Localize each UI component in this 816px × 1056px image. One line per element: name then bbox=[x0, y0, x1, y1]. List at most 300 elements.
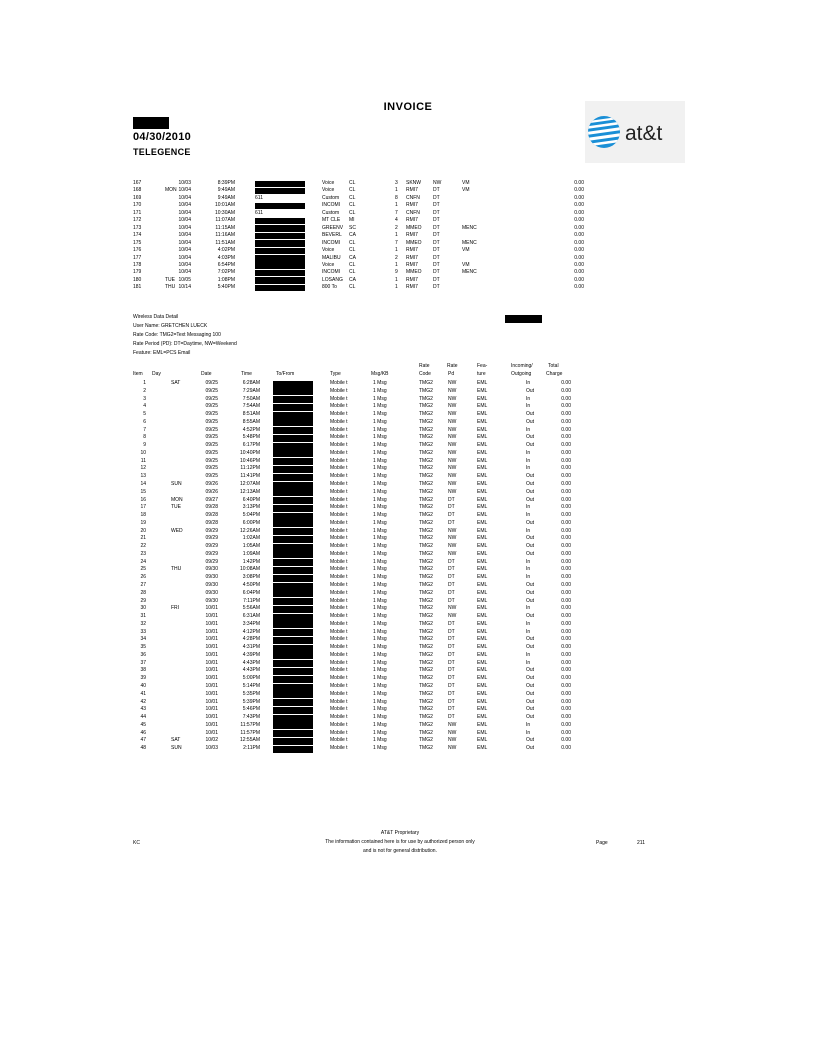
voice-day: TUE bbox=[165, 276, 175, 283]
redacted-number bbox=[255, 233, 305, 240]
voice-time: 7:02PM bbox=[217, 269, 235, 276]
data-date: 09/25 bbox=[205, 426, 218, 433]
data-date: 09/25 bbox=[205, 387, 218, 394]
data-date: 10/01 bbox=[205, 721, 218, 728]
data-pd: NW bbox=[448, 488, 457, 495]
data-item: 30 bbox=[140, 605, 146, 612]
data-type: Mobile t bbox=[330, 403, 348, 410]
data-charge: 0.00 bbox=[561, 473, 571, 480]
data-feature: EML bbox=[477, 706, 488, 713]
data-day: THU bbox=[171, 566, 182, 573]
redacted-number bbox=[255, 262, 305, 269]
data-code: TMG2 bbox=[419, 527, 433, 534]
data-pd: DT bbox=[448, 558, 455, 565]
voice-type: GREENV bbox=[322, 224, 344, 231]
redacted-number bbox=[273, 489, 313, 496]
data-date: 09/29 bbox=[205, 535, 218, 542]
redacted-number bbox=[273, 684, 313, 691]
data-pd: DT bbox=[448, 667, 455, 674]
data-pd: NW bbox=[448, 411, 457, 418]
data-date: 10/01 bbox=[205, 613, 218, 620]
data-msg: 1 Msg bbox=[373, 519, 387, 526]
data-date: 10/01 bbox=[205, 706, 218, 713]
voice-min: 1 bbox=[395, 261, 398, 268]
data-pd: DT bbox=[448, 644, 455, 651]
data-in-out: Out bbox=[526, 589, 535, 596]
data-pd: DT bbox=[448, 706, 455, 713]
voice-item: 172 bbox=[133, 217, 142, 224]
data-charge: 0.00 bbox=[561, 535, 571, 542]
data-item: 18 bbox=[140, 512, 146, 519]
data-pd: DT bbox=[448, 519, 455, 526]
data-code: TMG2 bbox=[419, 387, 433, 394]
data-time: 11:41PM bbox=[240, 473, 260, 480]
data-type: Mobile t bbox=[330, 597, 348, 604]
data-feature: EML bbox=[477, 442, 488, 449]
data-pd: NW bbox=[448, 449, 457, 456]
data-feature: EML bbox=[477, 434, 488, 441]
voice-pd: DT bbox=[433, 209, 440, 216]
data-date: 09/25 bbox=[205, 403, 218, 410]
data-item: 17 bbox=[140, 504, 146, 511]
data-charge: 0.00 bbox=[561, 411, 571, 418]
voice-rate: MMEO bbox=[406, 224, 422, 231]
data-date: 09/25 bbox=[205, 442, 218, 449]
voice-loc: CA bbox=[349, 276, 356, 283]
data-code: TMG2 bbox=[419, 418, 433, 425]
data-item: 26 bbox=[140, 574, 146, 581]
data-time: 12:55AM bbox=[239, 737, 260, 744]
col-msg: Msg/KB bbox=[371, 371, 389, 377]
data-pd: DT bbox=[448, 566, 455, 573]
col-item: Item bbox=[133, 371, 143, 377]
data-item: 35 bbox=[140, 644, 146, 651]
voice-item: 174 bbox=[133, 232, 142, 239]
redacted-number bbox=[255, 240, 305, 247]
data-msg: 1 Msg bbox=[373, 465, 387, 472]
data-msg: 1 Msg bbox=[373, 395, 387, 402]
data-item: 48 bbox=[140, 745, 146, 752]
voice-pd: DT bbox=[433, 239, 440, 246]
data-type: Mobile t bbox=[330, 644, 348, 651]
voice-min: 1 bbox=[395, 202, 398, 209]
data-item: 20 bbox=[140, 527, 146, 534]
data-time: 4:43PM bbox=[242, 667, 260, 674]
data-charge: 0.00 bbox=[561, 574, 571, 581]
data-pd: DT bbox=[448, 620, 455, 627]
data-item: 9 bbox=[143, 442, 146, 449]
voice-feature: VM bbox=[462, 261, 470, 268]
col-feature-1: Fea- bbox=[477, 363, 488, 369]
data-code: TMG2 bbox=[419, 582, 433, 589]
rate-code-legend: Rate Code: TMG2=Text Messaging 100 bbox=[133, 332, 221, 338]
data-in-out: Out bbox=[526, 473, 535, 480]
voice-type: Voice bbox=[322, 247, 335, 254]
data-type: Mobile t bbox=[330, 411, 348, 418]
data-time: 7:29AM bbox=[242, 387, 260, 394]
data-type: Mobile t bbox=[330, 589, 348, 596]
data-in-out: In bbox=[526, 566, 531, 573]
data-pd: NW bbox=[448, 550, 457, 557]
data-msg: 1 Msg bbox=[373, 457, 387, 464]
voice-min: 8 bbox=[395, 194, 398, 201]
data-in-out: In bbox=[526, 403, 531, 410]
col-rate-code-2: Code bbox=[419, 371, 431, 377]
redacted-number bbox=[273, 645, 313, 652]
voice-item: 167 bbox=[133, 180, 142, 186]
data-code: TMG2 bbox=[419, 628, 433, 635]
data-code: TMG2 bbox=[419, 543, 433, 550]
redacted-number bbox=[273, 668, 313, 675]
redacted-number bbox=[255, 285, 305, 292]
data-type: Mobile t bbox=[330, 690, 348, 697]
data-feature: EML bbox=[477, 745, 488, 752]
data-feature: EML bbox=[477, 613, 488, 620]
data-date: 10/01 bbox=[205, 667, 218, 674]
data-charge: 0.00 bbox=[561, 543, 571, 550]
voice-item: 179 bbox=[133, 269, 142, 276]
data-code: TMG2 bbox=[419, 550, 433, 557]
voice-loc: MI bbox=[349, 217, 355, 224]
data-type: Mobile t bbox=[330, 714, 348, 721]
data-msg: 1 Msg bbox=[373, 535, 387, 542]
data-in-out: In bbox=[526, 504, 531, 511]
data-type: Mobile t bbox=[330, 729, 348, 736]
data-msg: 1 Msg bbox=[373, 667, 387, 674]
data-date: 09/29 bbox=[205, 527, 218, 534]
data-time: 5:14PM bbox=[242, 683, 260, 690]
data-time: 4:52PM bbox=[242, 426, 260, 433]
data-time: 4:43PM bbox=[242, 659, 260, 666]
data-item: 43 bbox=[140, 706, 146, 713]
data-item: 28 bbox=[140, 589, 146, 596]
data-feature: EML bbox=[477, 597, 488, 604]
voice-type: INCOMI bbox=[322, 269, 341, 276]
data-type: Mobile t bbox=[330, 473, 348, 480]
voice-charge: 0.00 bbox=[574, 247, 584, 254]
voice-charge: 0.00 bbox=[574, 180, 584, 186]
data-item: 44 bbox=[140, 714, 146, 721]
data-item: 37 bbox=[140, 659, 146, 666]
data-in-out: Out bbox=[526, 411, 535, 418]
voice-type: LOSANG bbox=[322, 276, 343, 283]
redacted-total-block bbox=[505, 315, 542, 323]
data-in-out: Out bbox=[526, 535, 535, 542]
data-time: 7:11PM bbox=[243, 597, 260, 604]
voice-loc: SC bbox=[349, 224, 356, 231]
data-feature: EML bbox=[477, 566, 488, 573]
data-type: Mobile t bbox=[330, 582, 348, 589]
voice-date: 10/05 bbox=[178, 276, 191, 283]
data-type: Mobile t bbox=[330, 457, 348, 464]
redacted-number bbox=[273, 598, 313, 605]
voice-loc: CL bbox=[349, 187, 356, 194]
data-code: TMG2 bbox=[419, 481, 433, 487]
voice-min: 1 bbox=[395, 247, 398, 254]
data-date: 10/01 bbox=[205, 683, 218, 690]
data-time: 5:04PM bbox=[242, 512, 260, 519]
data-msg: 1 Msg bbox=[373, 745, 387, 752]
data-date: 10/01 bbox=[205, 698, 218, 705]
data-feature: EML bbox=[477, 683, 488, 690]
voice-loc: CL bbox=[349, 269, 356, 276]
data-in-out: Out bbox=[526, 519, 535, 526]
voice-item: 175 bbox=[133, 239, 142, 246]
voice-feature: MENC bbox=[462, 269, 477, 276]
data-pd: NW bbox=[448, 535, 457, 542]
data-detail-heading: Wireless Data Detail bbox=[133, 314, 179, 320]
data-msg: 1 Msg bbox=[373, 636, 387, 643]
voice-date: 10/04 bbox=[178, 202, 191, 209]
data-in-out: Out bbox=[526, 675, 535, 682]
data-code: TMG2 bbox=[419, 613, 433, 620]
data-pd: NW bbox=[448, 426, 457, 433]
voice-rate: RMI7 bbox=[406, 247, 418, 254]
voice-charge: 0.00 bbox=[574, 224, 584, 231]
redacted-number bbox=[255, 188, 305, 195]
data-in-out: Out bbox=[526, 442, 535, 449]
data-pd: NW bbox=[448, 729, 457, 736]
redacted-number bbox=[273, 528, 313, 535]
voice-date: 10/04 bbox=[178, 269, 191, 276]
redacted-number bbox=[255, 181, 305, 188]
data-time: 11:57PM bbox=[240, 721, 260, 728]
col-rate-pd-2: Pd bbox=[448, 371, 455, 377]
data-date: 10/01 bbox=[205, 714, 218, 721]
redacted-number bbox=[273, 497, 313, 504]
voice-min: 3 bbox=[395, 180, 398, 186]
data-charge: 0.00 bbox=[561, 605, 571, 612]
redacted-number bbox=[273, 513, 313, 520]
data-msg: 1 Msg bbox=[373, 659, 387, 666]
redacted-number bbox=[273, 621, 313, 628]
redacted-number bbox=[273, 606, 313, 613]
data-charge: 0.00 bbox=[561, 527, 571, 534]
data-charge: 0.00 bbox=[561, 418, 571, 425]
data-pd: NW bbox=[448, 737, 457, 744]
data-pd: NW bbox=[448, 403, 457, 410]
data-type: Mobile t bbox=[330, 465, 348, 472]
data-charge: 0.00 bbox=[561, 721, 571, 728]
data-charge: 0.00 bbox=[561, 496, 571, 503]
data-type: Mobile t bbox=[330, 636, 348, 643]
data-charge: 0.00 bbox=[561, 651, 571, 658]
voice-charge: 0.00 bbox=[574, 284, 584, 291]
data-date: 10/01 bbox=[205, 659, 218, 666]
redacted-number bbox=[273, 419, 313, 426]
voice-item: 168 bbox=[133, 187, 142, 194]
redacted-number bbox=[273, 614, 313, 621]
data-msg: 1 Msg bbox=[373, 504, 387, 511]
voice-feature: MENC bbox=[462, 239, 477, 246]
voice-rate: RMI7 bbox=[406, 276, 418, 283]
data-in-out: In bbox=[526, 574, 531, 581]
redacted-number bbox=[273, 443, 313, 450]
data-day: SUN bbox=[171, 745, 182, 752]
data-date: 10/01 bbox=[205, 636, 218, 643]
data-in-out: In bbox=[526, 605, 531, 612]
data-date: 10/01 bbox=[205, 690, 218, 697]
voice-date: 10/03 bbox=[178, 180, 191, 186]
data-msg: 1 Msg bbox=[373, 481, 387, 487]
data-in-out: Out bbox=[526, 714, 535, 721]
data-date: 10/01 bbox=[205, 628, 218, 635]
voice-date: 10/04 bbox=[178, 254, 191, 261]
col-time: Time bbox=[241, 371, 252, 377]
data-code: TMG2 bbox=[419, 714, 433, 721]
data-charge: 0.00 bbox=[561, 667, 571, 674]
data-date: 09/27 bbox=[205, 496, 218, 503]
data-type: Mobile t bbox=[330, 496, 348, 503]
data-in-out: In bbox=[526, 457, 531, 464]
data-code: TMG2 bbox=[419, 504, 433, 511]
data-pd: DT bbox=[448, 683, 455, 690]
data-time: 5:56AM bbox=[242, 605, 260, 612]
data-time: 8:55AM bbox=[242, 418, 260, 425]
redacted-number bbox=[273, 715, 313, 722]
voice-type: Custom bbox=[322, 194, 340, 201]
voice-type: INCOMI bbox=[322, 202, 341, 209]
data-charge: 0.00 bbox=[561, 519, 571, 526]
data-time: 10:40PM bbox=[239, 449, 260, 456]
voice-rate: CNFN bbox=[406, 194, 420, 201]
data-item: 6 bbox=[143, 418, 146, 425]
data-msg: 1 Msg bbox=[373, 597, 387, 604]
data-type: Mobile t bbox=[330, 566, 348, 573]
voice-date: 10/04 bbox=[178, 232, 191, 239]
data-in-out: In bbox=[526, 380, 531, 386]
data-in-out: In bbox=[526, 426, 531, 433]
data-date: 09/25 bbox=[205, 395, 218, 402]
data-type: Mobile t bbox=[330, 675, 348, 682]
data-pd: NW bbox=[448, 395, 457, 402]
voice-day: MON bbox=[165, 187, 177, 194]
data-feature: EML bbox=[477, 504, 488, 511]
data-time: 5:46PM bbox=[242, 706, 260, 713]
data-time: 11:12PM bbox=[240, 465, 260, 472]
voice-pd: DT bbox=[433, 224, 440, 231]
data-date: 10/01 bbox=[205, 651, 218, 658]
data-code: TMG2 bbox=[419, 473, 433, 480]
data-type: Mobile t bbox=[330, 543, 348, 550]
voice-time: 9:49AM bbox=[217, 194, 235, 201]
data-charge: 0.00 bbox=[561, 706, 571, 713]
data-time: 1:42PM bbox=[242, 558, 260, 565]
data-msg: 1 Msg bbox=[373, 706, 387, 713]
data-charge: 0.00 bbox=[561, 745, 571, 752]
redacted-number bbox=[273, 699, 313, 706]
data-feature: EML bbox=[477, 387, 488, 394]
data-code: TMG2 bbox=[419, 698, 433, 705]
voice-loc: CL bbox=[349, 239, 356, 246]
rate-period-legend: Rate Period (PD): DT=Daytime, NW=Weekend bbox=[133, 341, 237, 347]
voice-time: 4:03PM bbox=[217, 254, 235, 261]
data-code: TMG2 bbox=[419, 620, 433, 627]
data-pd: NW bbox=[448, 605, 457, 612]
data-type: Mobile t bbox=[330, 512, 348, 519]
data-in-out: Out bbox=[526, 667, 535, 674]
data-date: 09/30 bbox=[205, 589, 218, 596]
data-msg: 1 Msg bbox=[373, 644, 387, 651]
data-in-out: Out bbox=[526, 543, 535, 550]
data-msg: 1 Msg bbox=[373, 620, 387, 627]
data-charge: 0.00 bbox=[561, 659, 571, 666]
data-item: 1 bbox=[143, 380, 146, 386]
data-in-out: In bbox=[526, 465, 531, 472]
voice-type: Voice bbox=[322, 180, 335, 186]
data-msg: 1 Msg bbox=[373, 566, 387, 573]
voice-pd: DT bbox=[433, 261, 440, 268]
voice-pd: DT bbox=[433, 232, 440, 239]
voice-date: 10/04 bbox=[178, 217, 191, 224]
voice-feature: MENC bbox=[462, 224, 477, 231]
data-msg: 1 Msg bbox=[373, 737, 387, 744]
data-charge: 0.00 bbox=[561, 403, 571, 410]
footer-page-number: 211 bbox=[637, 840, 645, 846]
redacted-number bbox=[273, 381, 313, 388]
data-pd: NW bbox=[448, 380, 457, 386]
data-code: TMG2 bbox=[419, 667, 433, 674]
voice-min: 1 bbox=[395, 232, 398, 239]
voice-min: 2 bbox=[395, 254, 398, 261]
data-item: 38 bbox=[140, 667, 146, 674]
col-feature-2: ture bbox=[477, 371, 486, 377]
data-day: SUN bbox=[171, 481, 182, 487]
voice-pd: DT bbox=[433, 247, 440, 254]
redacted-number bbox=[255, 203, 305, 210]
data-item: 42 bbox=[140, 698, 146, 705]
voice-pd: NW bbox=[433, 180, 442, 186]
footer-code: KC bbox=[133, 840, 140, 846]
data-msg: 1 Msg bbox=[373, 418, 387, 425]
data-feature: EML bbox=[477, 605, 488, 612]
data-in-out: In bbox=[526, 395, 531, 402]
data-date: 09/25 bbox=[205, 457, 218, 464]
data-feature: EML bbox=[477, 411, 488, 418]
data-pd: DT bbox=[448, 651, 455, 658]
data-in-out: Out bbox=[526, 496, 535, 503]
data-time: 10:46PM bbox=[239, 457, 260, 464]
data-type: Mobile t bbox=[330, 395, 348, 402]
data-code: TMG2 bbox=[419, 512, 433, 519]
data-charge: 0.00 bbox=[561, 387, 571, 394]
voice-charge: 0.00 bbox=[574, 261, 584, 268]
data-in-out: Out bbox=[526, 644, 535, 651]
data-date: 10/02 bbox=[205, 737, 218, 744]
data-code: TMG2 bbox=[419, 496, 433, 503]
redacted-number bbox=[273, 544, 313, 551]
data-type: Mobile t bbox=[330, 449, 348, 456]
data-code: TMG2 bbox=[419, 411, 433, 418]
data-feature: EML bbox=[477, 651, 488, 658]
redacted-number bbox=[273, 652, 313, 659]
data-item: 10 bbox=[140, 449, 146, 456]
voice-date: 10/04 bbox=[178, 187, 191, 194]
data-date: 09/30 bbox=[205, 574, 218, 581]
data-in-out: Out bbox=[526, 636, 535, 643]
data-type: Mobile t bbox=[330, 558, 348, 565]
voice-charge: 0.00 bbox=[574, 217, 584, 224]
data-charge: 0.00 bbox=[561, 620, 571, 627]
data-code: TMG2 bbox=[419, 690, 433, 697]
col-rate-code-1: Rate bbox=[419, 363, 430, 369]
redacted-number bbox=[273, 583, 313, 590]
voice-time: 5:40PM bbox=[217, 284, 235, 291]
redacted-number bbox=[273, 660, 313, 667]
data-type: Mobile t bbox=[330, 387, 348, 394]
data-type: Mobile t bbox=[330, 504, 348, 511]
voice-loc: CL bbox=[349, 247, 356, 254]
